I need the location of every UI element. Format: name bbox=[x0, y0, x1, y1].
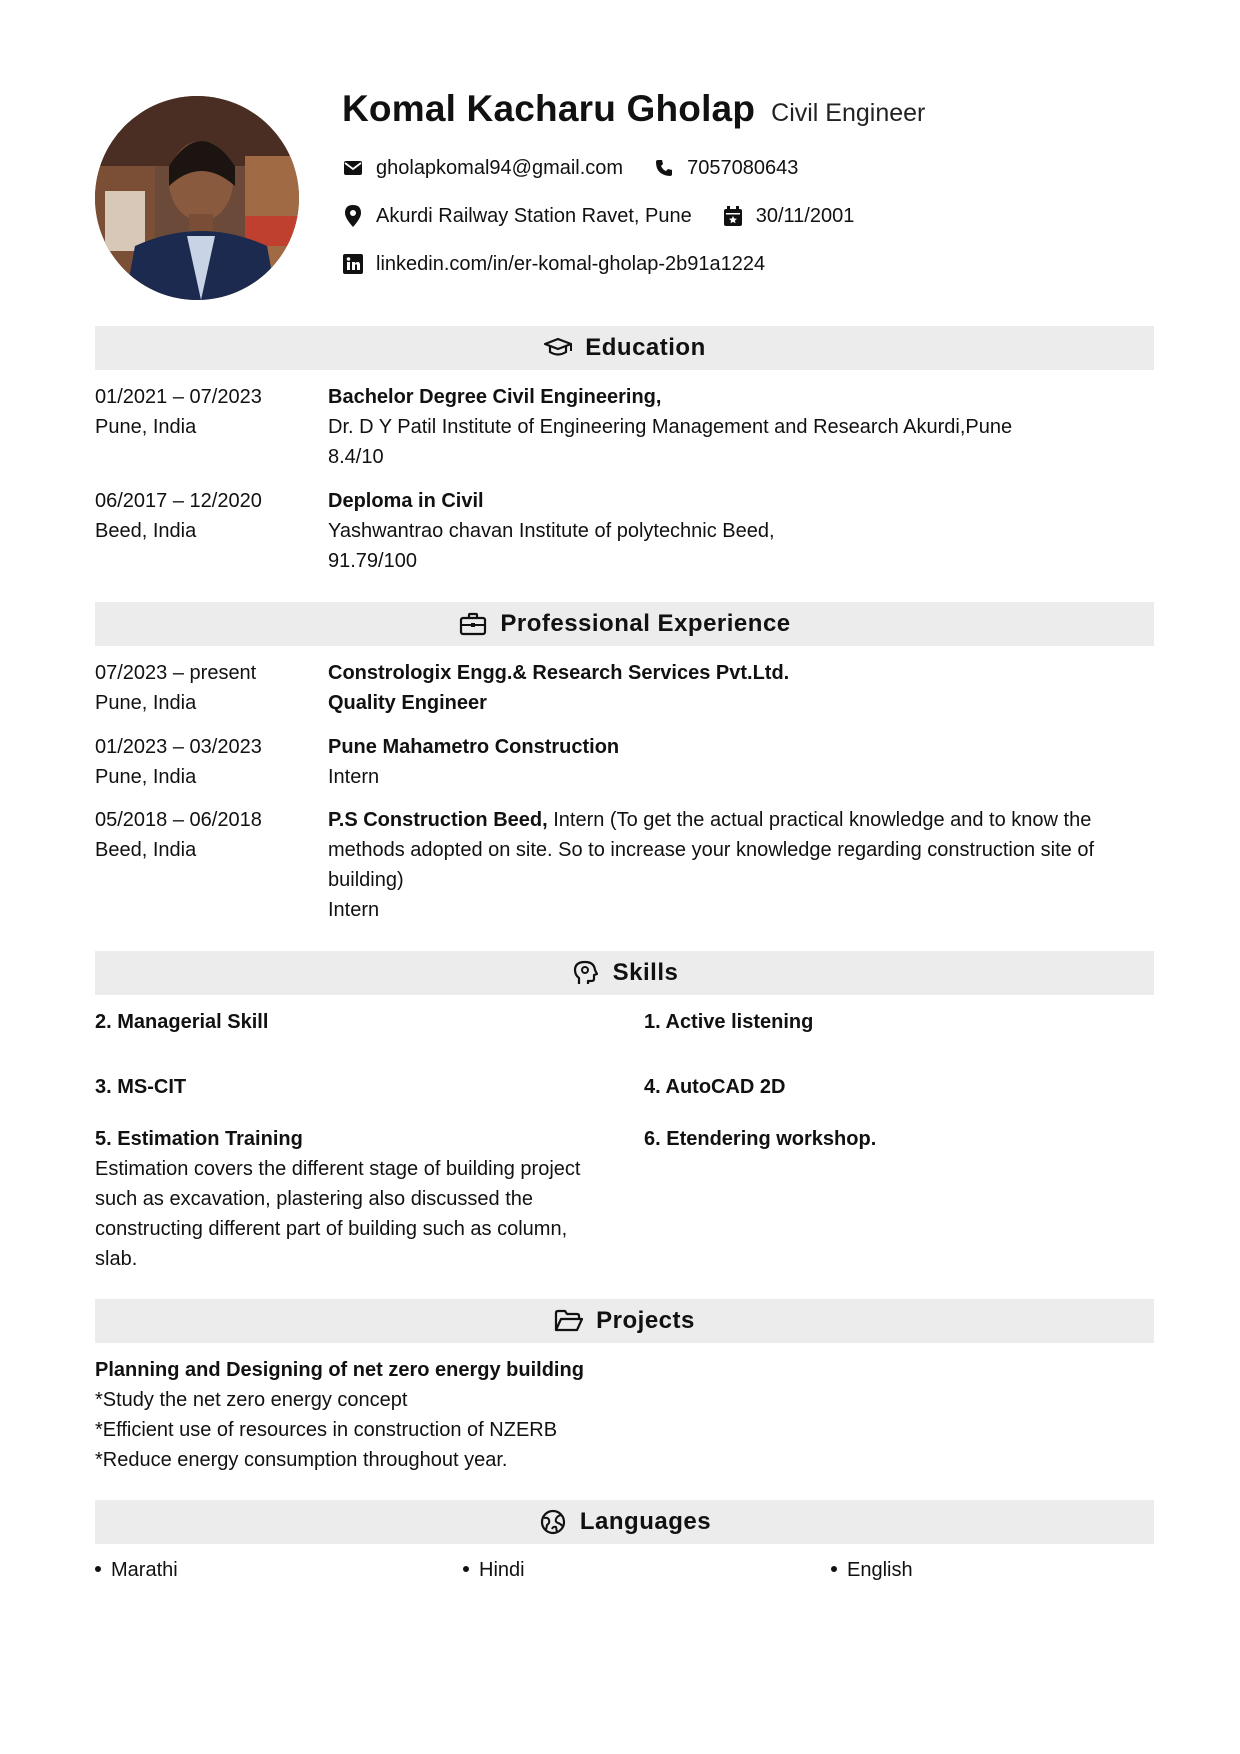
entry-dates: 06/2017 – 12/2020 bbox=[95, 490, 262, 512]
skills-title: Skills bbox=[612, 959, 679, 986]
dob-item bbox=[722, 205, 855, 228]
email-text: gholapkomal94@gmail.com bbox=[376, 156, 624, 179]
education-entry bbox=[95, 486, 1154, 576]
entry-location: Pune, India bbox=[95, 766, 197, 788]
address-item bbox=[342, 205, 692, 228]
entry-dates: 01/2021 – 07/2023 bbox=[95, 386, 262, 408]
entry-dates: 05/2018 – 06/2018 bbox=[95, 809, 262, 831]
entry-company: P.S Construction Beed, bbox=[328, 809, 548, 831]
education-entry bbox=[95, 382, 1154, 472]
contact-row-1 bbox=[342, 144, 1154, 192]
dob-text: 30/11/2001 bbox=[755, 204, 855, 227]
skill-item: 2. Managerial Skill bbox=[95, 1011, 269, 1033]
entry-position: Intern bbox=[328, 766, 380, 788]
projects-title: Projects bbox=[596, 1307, 695, 1334]
language-item bbox=[831, 1555, 913, 1585]
skill-item: 6. Etendering workshop. bbox=[644, 1128, 877, 1150]
entry-description: Intern (To get the actual practical knowledge and to know the methods adopted on site. So to increase your knowledge regarding construction site of building) bbox=[328, 809, 1095, 891]
envelope-icon bbox=[342, 157, 364, 179]
resume-page bbox=[95, 0, 1154, 1754]
skill-description: Estimation covers the different stage of building project such as excavation, plastering also discussed the constructing different part of building such as column, slab. bbox=[95, 1158, 581, 1270]
head-gear-icon bbox=[571, 958, 601, 988]
experience-entry bbox=[95, 805, 1154, 925]
contact-row-2 bbox=[342, 192, 1154, 240]
folder-icon bbox=[554, 1306, 584, 1336]
project-line: *Efficient use of resources in construction of NZERB bbox=[95, 1419, 558, 1441]
experience-header bbox=[95, 602, 1154, 646]
skill-item: 4. AutoCAD 2D bbox=[644, 1076, 786, 1098]
entry-degree: Bachelor Degree Civil Engineering, bbox=[328, 386, 662, 408]
linkedin-icon bbox=[342, 253, 364, 275]
header-info bbox=[342, 88, 1154, 288]
entry-position: Intern bbox=[328, 899, 380, 921]
project-entry bbox=[95, 1355, 1095, 1475]
briefcase-icon bbox=[458, 609, 488, 639]
entry-company: Constrologix Engg.& Research Services Pvt.Ltd. bbox=[328, 662, 790, 684]
globe-icon bbox=[538, 1507, 568, 1537]
experience-entry bbox=[95, 658, 1154, 718]
phone-item[interactable] bbox=[653, 157, 798, 180]
entry-description-block bbox=[328, 805, 1118, 895]
entry-dates: 07/2023 – present bbox=[95, 662, 257, 684]
address-text: Akurdi Railway Station Ravet, Pune bbox=[376, 204, 692, 227]
skill-item: 1. Active listening bbox=[644, 1011, 814, 1033]
entry-score: 91.79/100 bbox=[328, 550, 417, 572]
language-item bbox=[95, 1555, 178, 1585]
entry-dates: 01/2023 – 03/2023 bbox=[95, 736, 262, 758]
entry-location: Pune, India bbox=[95, 692, 197, 714]
linkedin-text: linkedin.com/in/er-komal-gholap-2b91a1224 bbox=[376, 252, 766, 275]
candidate-role: Civil Engineer bbox=[771, 99, 926, 127]
projects-header bbox=[95, 1299, 1154, 1343]
experience-title: Professional Experience bbox=[500, 610, 791, 637]
name-line bbox=[342, 88, 1154, 144]
skill-item bbox=[95, 1124, 595, 1274]
map-pin-icon bbox=[342, 205, 364, 227]
skill-item: 3. MS-CIT bbox=[95, 1076, 187, 1098]
project-line: *Reduce energy consumption throughout year. bbox=[95, 1449, 508, 1471]
entry-location: Pune, India bbox=[95, 416, 197, 438]
linkedin-item[interactable] bbox=[342, 253, 765, 276]
entry-institution: Yashwantrao chavan Institute of polytechnic Beed, bbox=[328, 520, 775, 542]
bullet-icon bbox=[831, 1566, 837, 1572]
phone-text: 7057080643 bbox=[687, 156, 799, 179]
contact-row-3 bbox=[342, 240, 1154, 288]
entry-company: Pune Mahametro Construction bbox=[328, 736, 620, 758]
education-title: Education bbox=[585, 334, 706, 361]
language-label: Hindi bbox=[479, 1559, 525, 1581]
candidate-name: Komal Kacharu Gholap bbox=[342, 88, 756, 129]
entry-degree: Deploma in Civil bbox=[328, 490, 484, 512]
profile-photo bbox=[95, 96, 299, 300]
experience-entry bbox=[95, 732, 1154, 792]
project-name: Planning and Designing of net zero energy building bbox=[95, 1359, 584, 1381]
phone-icon bbox=[653, 157, 675, 179]
calendar-icon bbox=[722, 205, 744, 227]
bullet-icon bbox=[95, 1566, 101, 1572]
education-header bbox=[95, 326, 1154, 370]
entry-institution: Dr. D Y Patil Institute of Engineering Management and Research Akurdi,Pune bbox=[328, 416, 1013, 438]
graduation-cap-icon bbox=[543, 333, 573, 363]
entry-location: Beed, India bbox=[95, 520, 197, 542]
entry-score: 8.4/10 bbox=[328, 446, 384, 468]
languages-header bbox=[95, 1500, 1154, 1544]
email-item[interactable] bbox=[342, 157, 623, 180]
languages-title: Languages bbox=[579, 1508, 712, 1535]
language-label: Marathi bbox=[111, 1559, 178, 1581]
language-item bbox=[463, 1555, 525, 1585]
skill-label: 5. Estimation Training bbox=[95, 1128, 303, 1150]
entry-location: Beed, India bbox=[95, 839, 197, 861]
bullet-icon bbox=[463, 1566, 469, 1572]
entry-position: Quality Engineer bbox=[328, 692, 487, 714]
project-line: *Study the net zero energy concept bbox=[95, 1389, 408, 1411]
language-label: English bbox=[847, 1559, 913, 1581]
skills-header bbox=[95, 951, 1154, 995]
